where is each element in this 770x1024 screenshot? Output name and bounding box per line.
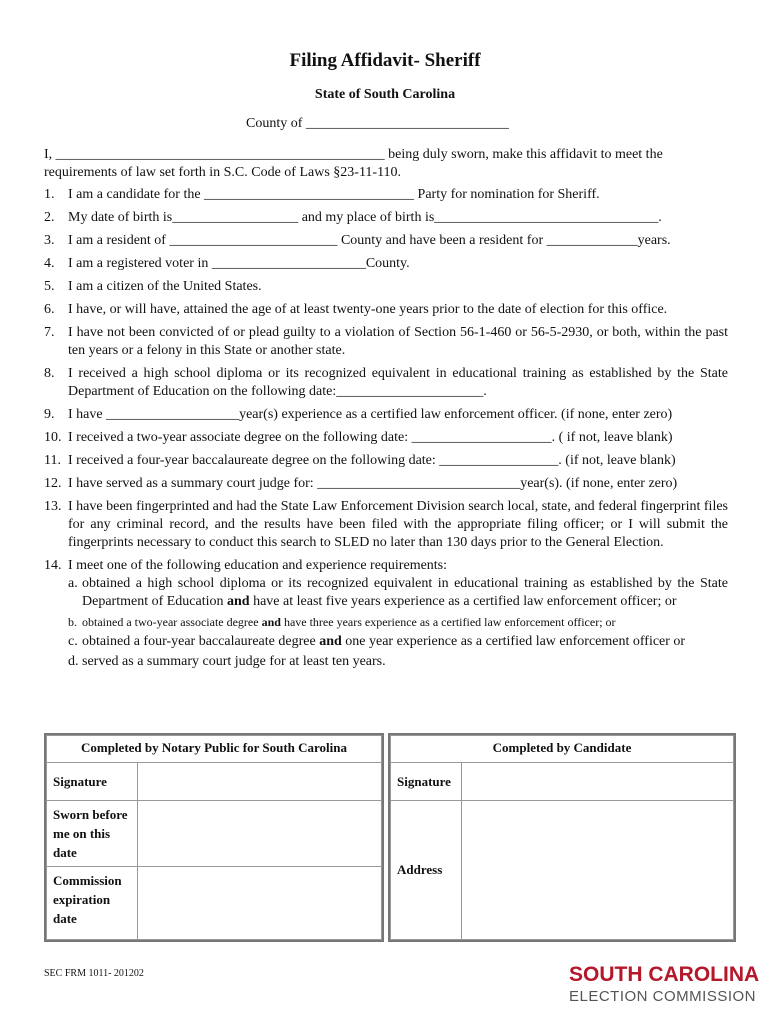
affidavit-items xyxy=(44,186,728,673)
logo-south-carolina: SOUTH CAROLINA xyxy=(569,963,760,986)
candidate-signature-field[interactable] xyxy=(462,763,734,801)
candidate-signature-label: Signature xyxy=(391,763,462,801)
sub-item-c: c. obtained a four-year baccalaureate degree and one year experience as a certified law enforcement officer or xyxy=(68,634,686,649)
sub-item-d: d. served as a summary court judge for at least ten years. xyxy=(68,654,386,669)
notary-header: Completed by Notary Public for South Carolina xyxy=(47,736,382,763)
form-subtitle: State of South Carolina xyxy=(314,87,456,102)
form-title: Filing Affidavit- Sheriff xyxy=(289,50,481,71)
sub-item-b: b. obtained a two-year associate degree and have three years experience as a certified law enforcement officer; or xyxy=(68,615,616,629)
item-11: 11. I received a four-year baccalaureate degree on the following date: _________________. (if not, leave blank) xyxy=(44,453,676,468)
notary-commission-label: Commission expiration date xyxy=(47,867,138,940)
item-10: 10. I received a two-year associate degree on the following date: ____________________. ( if not, leave blank) xyxy=(44,430,673,445)
item-8: 8. I received a high school diploma or its recognized equivalent in educational training as established by the State Department of Education on the following date:_____________________. xyxy=(44,366,728,399)
item-14: 14. I meet one of the following education and experience requirements: xyxy=(44,558,448,573)
form-id: SEC FRM 1011- 201202 xyxy=(44,968,144,979)
intro-paragraph xyxy=(44,146,724,182)
notary-signature-label: Signature xyxy=(47,763,138,801)
candidate-address-field[interactable] xyxy=(462,801,734,940)
item-13: 13. I have been fingerprinted and had the State Law Enforcement Division search local, state, and federal fingerprint files for any criminal record, and the results have been filed with the appropriate filing officer; or I will submit the fingerprints necessary to conduct this search to SLED no later than 130 days prior to the General Election. xyxy=(44,499,728,550)
intro-line-2: requirements of law set forth in S.C. Code of Laws §23-11-110. xyxy=(44,165,402,180)
item-2: 2. My date of birth is__________________ and my place of birth is________________________________. xyxy=(44,210,662,225)
candidate-address-label: Address xyxy=(391,801,462,940)
item-7: 7. I have not been convicted of or plead guilty to a violation of Section 56-1-460 or 56-5-2930, or both, within the past ten years or a felony in this State or another state. xyxy=(44,325,728,358)
item-3: 3. I am a resident of ________________________ County and have been a resident for _____________years. xyxy=(44,233,671,248)
notary-box xyxy=(44,733,384,942)
item-12: 12. I have served as a summary court judge for: _____________________________year(s). (if none, enter zero) xyxy=(44,476,678,491)
item-1: 1. I am a candidate for the ______________________________ Party for nomination for Sheriff. xyxy=(44,187,600,202)
notary-sworn-label: Sworn before me on this date xyxy=(47,801,138,867)
item-4: 4. I am a registered voter in ______________________County. xyxy=(44,256,410,271)
item-6: 6. I have, or will have, attained the age of at least twenty-one years prior to the date of election for this office. xyxy=(44,302,668,317)
county-line: County of _____________________________ xyxy=(246,116,509,131)
candidate-box xyxy=(388,733,736,942)
candidate-header: Completed by Candidate xyxy=(391,736,734,763)
item-9: 9. I have ___________________year(s) experience as a certified law enforcement officer. (if none, enter zero) xyxy=(44,407,673,422)
item-5: 5. I am a citizen of the United States. xyxy=(44,279,262,294)
notary-signature-field[interactable] xyxy=(138,763,382,801)
notary-commission-date-field[interactable] xyxy=(138,867,382,940)
notary-sworn-date-field[interactable] xyxy=(138,801,382,867)
intro-line-1: I, _______________________________________________ being duly sworn, make this affidavit to meet the xyxy=(44,147,663,162)
sub-item-a: a. obtained a high school diploma or its recognized equivalent in educational training as established by the State Department of Education and have at least five years experience as a certified law enforcement officer; or xyxy=(68,576,728,609)
logo-election-commission: ELECTION COMMISSION xyxy=(569,988,757,1005)
